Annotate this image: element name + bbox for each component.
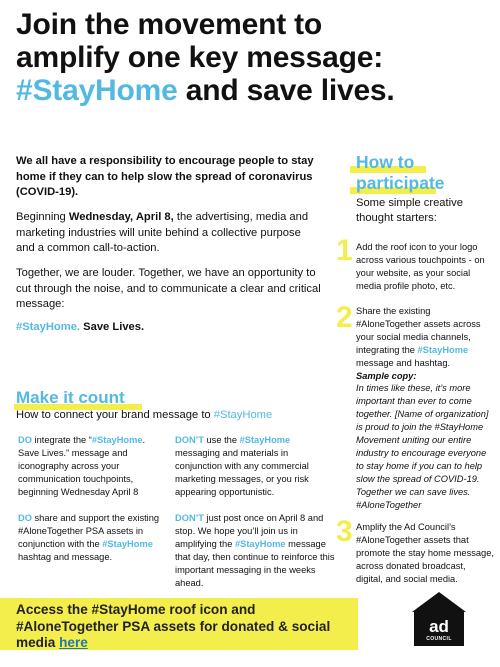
step-number-2: 2 <box>336 301 353 334</box>
tip-keyword: DO <box>18 435 32 445</box>
headline-line-3 <box>16 74 486 107</box>
how-to-title-line-2: participate <box>356 173 445 193</box>
logo-ad-text: ad <box>429 617 449 636</box>
headline <box>16 8 486 107</box>
step-2-text-b: message and hashtag. <box>356 357 451 368</box>
logo-council-text: COUNCIL <box>426 636 452 642</box>
tip-hashtag: #StayHome <box>102 538 153 549</box>
tip-dont-commercial <box>175 434 335 499</box>
headline-line-3-rest: and save lives. <box>177 74 395 107</box>
tip-text: just post once on April 8 and stop. We hope you’ll join us in amplifying the <box>175 513 324 549</box>
tip-dont-post-once <box>175 512 335 589</box>
tip-hashtag: #StayHome <box>234 538 286 549</box>
intro-p1-prefix: Beginning <box>16 211 69 223</box>
sample-copy-label: Sample copy: <box>356 370 417 381</box>
intro-p1-rest: the advertising, media and marketing industries will unite behind a collective purpose and a common call-to-action. <box>16 211 309 254</box>
make-it-count-subtitle <box>16 409 272 421</box>
step-1-text: Add the roof icon to your logo across various touchpoints - on your website, as your social media profile photo, etc. <box>356 242 485 291</box>
cta-text-body: Access the #StayHome roof icon and #AloneTogether PSA assets for donated & social media <box>16 602 331 650</box>
intro-p3-hashtag: #StayHome. <box>16 321 81 333</box>
cta-text <box>16 602 356 652</box>
intro-paragraph-2: Together, we are louder. Together, we have an opportunity to cut through the noise, and to communicate a clear and critical message: <box>16 267 321 310</box>
headline-hashtag: #StayHome <box>16 74 178 107</box>
intro-paragraph-3 <box>16 320 321 336</box>
cta-here-link[interactable]: here <box>59 635 88 650</box>
headline-line-2: amplify one key message: <box>16 41 384 74</box>
tip-text: . Save Lives.” message and iconography across your communication touchpoints, beginning Wednesday April 8 <box>18 435 146 497</box>
tip-text: use the <box>203 435 240 445</box>
tip-do-share <box>18 512 168 564</box>
intro-bold-statement: We all have a responsibility to encourage people to stay home if they can to help slow the spread of coronavirus (COVID-19). <box>16 155 314 198</box>
step-number-3: 3 <box>336 515 353 548</box>
step-2-text-a: Share the existing #AloneTogether assets across your social media channels, integrating the <box>356 306 481 355</box>
make-it-count-subtitle-hashtag: #StayHome <box>213 409 273 421</box>
tip-text: integrate the “ <box>31 435 92 445</box>
tip-text: message that day, then continue to reinforce this important messaging in the weeks ahead. <box>175 538 335 588</box>
tip-text: share and support the existing #AloneTogether PSA assets in conjunction with the <box>18 513 160 549</box>
make-it-count-subtitle-prefix: How to connect your brand message to <box>16 409 214 421</box>
step-number-1: 1 <box>336 234 353 267</box>
tip-keyword: DO <box>18 513 32 523</box>
tip-keyword: DON’T <box>175 435 204 445</box>
tip-hashtag: #StayHome <box>239 435 291 445</box>
step-2-text <box>356 305 494 512</box>
intro-paragraph-1 <box>16 210 321 257</box>
how-to-participate-title <box>356 152 466 194</box>
headline-line-1: Join the movement to <box>16 8 323 41</box>
step-2-hashtag: #StayHome <box>417 344 469 355</box>
tip-hashtag: #StayHome <box>91 435 143 445</box>
tip-text: messaging and materials in conjunction with any commercial marketing messages, or you risk appearing opportunistic. <box>175 447 309 497</box>
intro-p1-date: Wednesday, April 8, <box>68 211 174 223</box>
how-to-title-line-1: How to <box>356 152 415 172</box>
sample-copy-text: In times like these, it’s more important than ever to come together. [Name of organization] is proud to join the #StayHome Movement uniting our entire industry to encourage everyone to stay home if you can to help slow the spread of COVID-19. Together we can save lives. #AloneTogether <box>356 383 489 510</box>
logo-roof-shape <box>412 592 466 612</box>
tip-keyword: DON’T <box>175 513 204 523</box>
intro-p3-rest: Save Lives. <box>80 321 145 333</box>
tip-text: hashtag and message. <box>18 551 113 562</box>
tip-do-integrate <box>18 434 168 499</box>
how-to-subtitle: Some simple creative thought starters: <box>356 197 463 224</box>
step-3-text: Amplify the Ad Council’s #AloneTogether assets that promote the stay home message, across donated broadcast, digital, and social media. <box>356 522 494 584</box>
make-it-count-title: Make it count <box>16 388 125 407</box>
